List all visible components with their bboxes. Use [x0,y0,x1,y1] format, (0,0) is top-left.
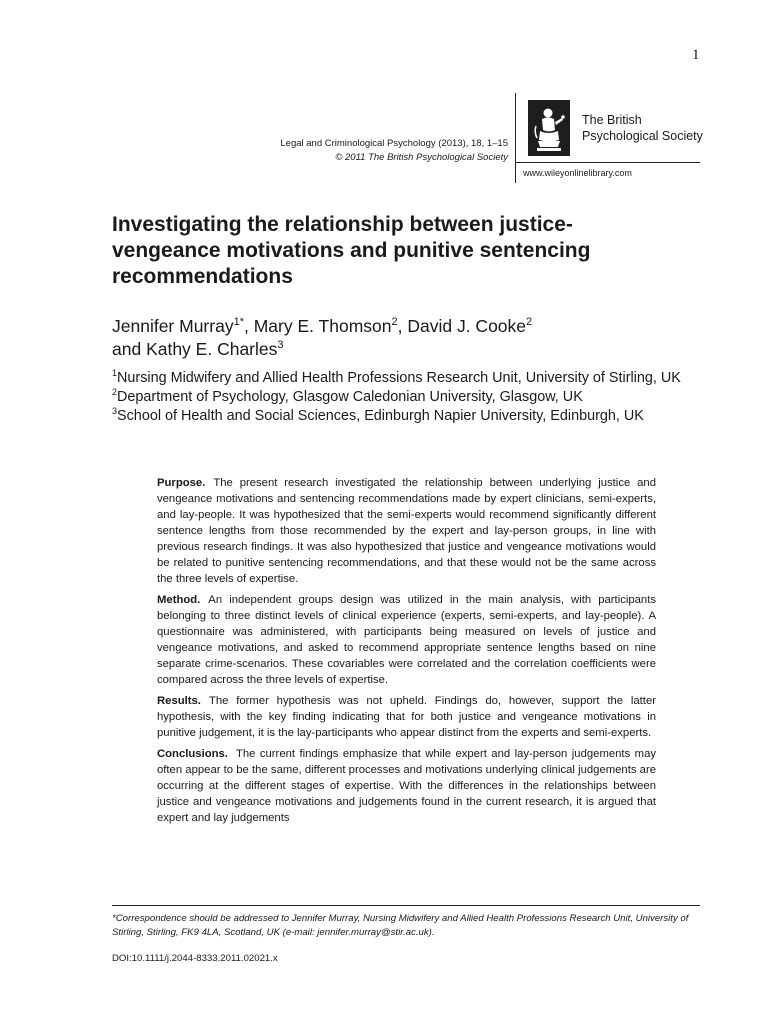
journal-citation: Legal and Criminological Psychology (2013), 18, 1–15 [280,138,508,149]
abstract-section-text: The current findings emphasize that while expert and lay-person judgements may often appear to be the same, different processes and motivations underlying clinical judgements are occurring at the different stages of expertise. With the differences in the relationships between justice and vengeance motivations and judgements found in the current research, it is argued that expert and lay judgements [157,748,656,824]
affiliation-item [112,407,702,426]
header-divider-horizontal [515,162,700,163]
society-name-line1: The British [582,113,642,127]
affiliation-list [112,369,702,426]
footnote-divider [112,905,700,906]
doi-link[interactable]: DOI:10.1111/j.2044-8333.2011.02021.x [112,953,278,964]
author-separator: , [243,316,254,336]
author-name: David J. Cooke [407,316,527,336]
affiliation-number: 1 [112,368,118,379]
abstract-section-text: The former hypothesis was not upheld. Findings do, however, support the latter hypothesis, with the key finding indicating that for both justice and vengeance motivations in punitive judgement, it is the lay-participants who appear distinct from the experts and semi-experts. [157,695,656,739]
abstract-section-text: The present research investigated the relationship between underlying justice and vengeance motivations and sentencing recommendations made by expert clinicians, semi-experts, and lay-people. It was hypothesized that the semi-experts would recommend significantly different sentence lengths from those recommended by the expert and lay-person groups, in line with previous research findings. It was also hypothesized that justice and vengeance motivations would be related to punitive sentencing recommendations, and that these would not be the same across the three levels of expertise. [157,477,656,585]
journal-copyright: © 2011 The British Psychological Society [335,152,508,163]
affiliation-item [112,369,702,388]
author-affiliation-marker: 1* [233,316,244,329]
page-number: 1 [692,47,700,63]
abstract-method [157,592,656,688]
correspondence-footnote: *Correspondence should be addressed to Jennifer Murray, Nursing Midwifery and Allied Health Professions Research Unit, University of Stirling, Stirling, FK9 4LA, Scotland, UK (e-mail: jennifer.murray@stir.ac.uk). [112,913,689,938]
affiliation-text: Department of Psychology, Glasgow Caledonian University, Glasgow, UK [117,389,583,405]
society-name-line2: Psychological Society [582,129,703,143]
author-separator: and [112,339,147,359]
author-list [112,315,712,361]
abstract-results [157,693,656,741]
abstract-section-label: Results. [157,695,201,707]
author-name: Mary E. Thomson [253,316,392,336]
author-separator: , [397,316,408,336]
affiliation-text: School of Health and Social Sciences, Edinburgh Napier University, Edinburgh, UK [117,408,644,424]
abstract-purpose [157,475,656,587]
abstract-section-label: Conclusions. [157,748,228,760]
affiliation-number: 3 [112,406,118,417]
author-name: Jennifer Murray [112,316,234,336]
abstract [157,475,656,831]
bps-logo-icon [528,100,570,156]
website-link[interactable]: www.wileyonlinelibrary.com [523,168,632,178]
author-affiliation-marker: 2 [526,316,533,329]
abstract-conclusions [157,746,656,826]
article-title: Investigating the relationship between justice-vengeance motivations and punitive sentencing recommendations [112,213,591,288]
author-name: Kathy E. Charles [146,339,278,359]
affiliation-item [112,388,702,407]
affiliation-number: 2 [112,387,118,398]
author-affiliation-marker: 3 [277,339,284,352]
society-name [582,112,703,144]
abstract-section-label: Purpose. [157,477,206,489]
journal-info [208,137,508,165]
abstract-section-text: An independent groups design was utilized in the main analysis, with participants belonging to three distinct levels of clinical experience (experts, semi-experts, and lay-people). A questionnaire was administered, with participants being measured on levels of justice and vengeance motivations, and asked to recommend appropriate sentence lengths based on nine separate crime-scenarios. These covariables were correlated and the correlation coefficients were compared across the three levels of expertise. [157,594,656,686]
author-affiliation-marker: 2 [391,316,398,329]
affiliation-text: Nursing Midwifery and Allied Health Professions Research Unit, University of Stirling, UK [117,370,681,386]
abstract-section-label: Method. [157,594,201,606]
header-divider-vertical [515,93,516,183]
